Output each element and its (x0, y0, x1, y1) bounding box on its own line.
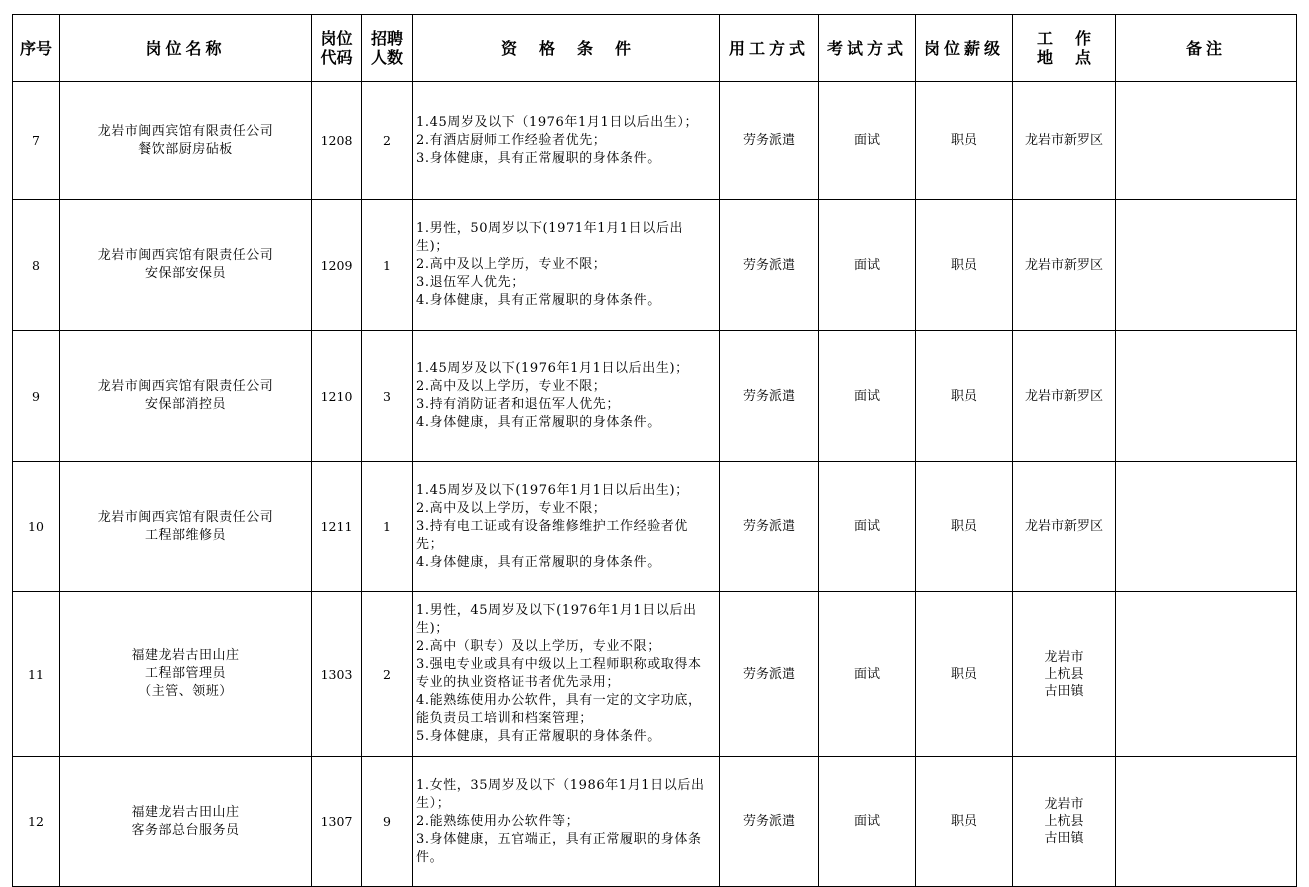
table-row (13, 82, 1297, 200)
cell-hire-count: 2 (362, 592, 413, 757)
table-row (13, 757, 1297, 887)
cell-post-code: 1211 (312, 462, 362, 592)
cell-employment: 劳务派遣 (720, 331, 819, 462)
cell-location: 龙岩市 上杭县 古田镇 (1013, 592, 1116, 757)
recruitment-table (12, 14, 1297, 887)
header-exam: 考试方式 (819, 15, 916, 82)
header-grade: 岗位薪级 (916, 15, 1013, 82)
header-location: 工作 地点 (1013, 15, 1116, 82)
cell-seq: 10 (13, 462, 60, 592)
cell-post-name: 福建龙岩古田山庄 客务部总台服务员 (60, 757, 312, 887)
table-row (13, 592, 1297, 757)
cell-qualifications: 1.45周岁及以下（1976年1月1日以后出生）； 2.有酒店厨师工作经验者优先； 3.身体健康，具有正常履职的身体条件。 (413, 82, 720, 200)
cell-grade: 职员 (916, 592, 1013, 757)
cell-employment: 劳务派遣 (720, 757, 819, 887)
cell-employment: 劳务派遣 (720, 82, 819, 200)
cell-post-name: 福建龙岩古田山庄 工程部管理员 （主管、领班） (60, 592, 312, 757)
header-hire-count: 招聘 人数 (362, 15, 413, 82)
cell-hire-count: 2 (362, 82, 413, 200)
cell-qualifications: 1.男性，45周岁及以下(1976年1月1日以后出生)； 2.高中（职专）及以上学历，专业不限； 3.强电专业或具有中级以上工程师职称或取得本专业的执业资格证书者优先录用； 4.能熟练使用办公软件，具有一定的文字功底，能负责员工培训和档案管理； 5.身体健康，具有正常履职的身体条件。 (413, 592, 720, 757)
cell-post-code: 1209 (312, 200, 362, 331)
cell-post-code: 1307 (312, 757, 362, 887)
cell-seq: 8 (13, 200, 60, 331)
cell-remarks (1116, 331, 1297, 462)
cell-location: 龙岩市 上杭县 古田镇 (1013, 757, 1116, 887)
cell-remarks (1116, 592, 1297, 757)
cell-employment: 劳务派遣 (720, 592, 819, 757)
cell-exam: 面试 (819, 200, 916, 331)
cell-location: 龙岩市新罗区 (1013, 82, 1116, 200)
table-row (13, 200, 1297, 331)
cell-seq: 12 (13, 757, 60, 887)
cell-qualifications: 1.女性，35周岁及以下（1986年1月1日以后出生）； 2.能熟练使用办公软件等； 3.身体健康，五官端正，具有正常履职的身体条件。 (413, 757, 720, 887)
cell-exam: 面试 (819, 757, 916, 887)
table-row (13, 331, 1297, 462)
header-row (13, 15, 1297, 82)
cell-hire-count: 1 (362, 462, 413, 592)
cell-hire-count: 3 (362, 331, 413, 462)
cell-location: 龙岩市新罗区 (1013, 200, 1116, 331)
cell-remarks (1116, 462, 1297, 592)
cell-location: 龙岩市新罗区 (1013, 462, 1116, 592)
cell-post-name: 龙岩市闽西宾馆有限责任公司 安保部安保员 (60, 200, 312, 331)
cell-exam: 面试 (819, 82, 916, 200)
cell-seq: 7 (13, 82, 60, 200)
table-row (13, 462, 1297, 592)
header-remarks: 备注 (1116, 15, 1297, 82)
cell-employment: 劳务派遣 (720, 462, 819, 592)
cell-post-code: 1303 (312, 592, 362, 757)
cell-grade: 职员 (916, 331, 1013, 462)
cell-post-name: 龙岩市闽西宾馆有限责任公司 工程部维修员 (60, 462, 312, 592)
cell-post-name: 龙岩市闽西宾馆有限责任公司 餐饮部厨房砧板 (60, 82, 312, 200)
header-post-name: 岗位名称 (60, 15, 312, 82)
cell-seq: 11 (13, 592, 60, 757)
cell-exam: 面试 (819, 462, 916, 592)
cell-qualifications: 1.45周岁及以下(1976年1月1日以后出生)； 2.高中及以上学历，专业不限； 3.持有消防证者和退伍军人优先； 4.身体健康，具有正常履职的身体条件。 (413, 331, 720, 462)
cell-remarks (1116, 82, 1297, 200)
cell-remarks (1116, 200, 1297, 331)
cell-hire-count: 9 (362, 757, 413, 887)
cell-exam: 面试 (819, 592, 916, 757)
cell-grade: 职员 (916, 757, 1013, 887)
cell-location: 龙岩市新罗区 (1013, 331, 1116, 462)
header-qualifications: 资格条件 (413, 15, 720, 82)
cell-qualifications: 1.45周岁及以下(1976年1月1日以后出生)； 2.高中及以上学历，专业不限； 3.持有电工证或有设备维修维护工作经验者优先； 4.身体健康，具有正常履职的身体条件。 (413, 462, 720, 592)
cell-grade: 职员 (916, 462, 1013, 592)
cell-exam: 面试 (819, 331, 916, 462)
header-seq: 序号 (13, 15, 60, 82)
cell-seq: 9 (13, 331, 60, 462)
cell-grade: 职员 (916, 82, 1013, 200)
cell-hire-count: 1 (362, 200, 413, 331)
header-employment: 用工方式 (720, 15, 819, 82)
cell-post-name: 龙岩市闽西宾馆有限责任公司 安保部消控员 (60, 331, 312, 462)
cell-remarks (1116, 757, 1297, 887)
cell-grade: 职员 (916, 200, 1013, 331)
cell-employment: 劳务派遣 (720, 200, 819, 331)
cell-qualifications: 1.男性，50周岁以下(1971年1月1日以后出生)； 2.高中及以上学历，专业不限； 3.退伍军人优先； 4.身体健康，具有正常履职的身体条件。 (413, 200, 720, 331)
cell-post-code: 1208 (312, 82, 362, 200)
cell-post-code: 1210 (312, 331, 362, 462)
header-post-code: 岗位 代码 (312, 15, 362, 82)
